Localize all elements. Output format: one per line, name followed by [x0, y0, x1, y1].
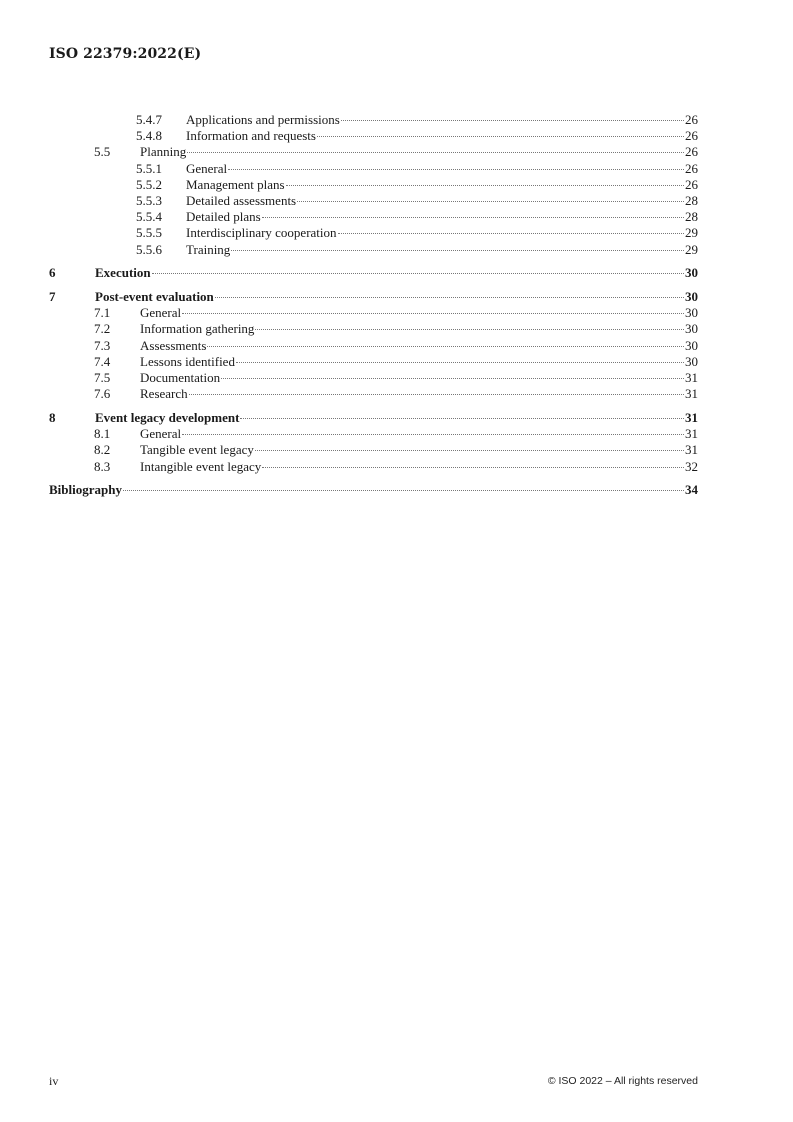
- document-id: ISO 22379:2022(E): [49, 46, 202, 62]
- toc-entry-title: Research: [140, 386, 188, 402]
- toc-entry[interactable]: [49, 225, 698, 241]
- toc-entry[interactable]: [49, 112, 698, 128]
- toc-entry[interactable]: [49, 386, 698, 402]
- dot-leader: [255, 450, 684, 451]
- toc-entry-title: Event legacy development: [95, 409, 240, 425]
- toc-entry-page: 31: [685, 442, 698, 458]
- toc-entry[interactable]: [49, 209, 698, 225]
- dot-leader: [286, 185, 684, 186]
- toc-entry-title: Planning: [140, 144, 187, 160]
- toc-entry-page: 30: [685, 321, 698, 337]
- toc-entry-page: 30: [685, 289, 698, 305]
- dot-leader: [215, 297, 684, 298]
- toc-entry-title: Tangible event legacy: [140, 442, 254, 458]
- page-number: iv: [49, 1074, 59, 1088]
- dot-leader: [255, 329, 684, 330]
- toc-entry[interactable]: [49, 321, 698, 337]
- toc-entry-number: 8: [49, 409, 56, 425]
- toc-entry-number: 8.3: [94, 458, 111, 474]
- toc-entry-page: 31: [685, 426, 698, 442]
- toc-entry-title: Lessons identified: [140, 353, 235, 369]
- toc-entry[interactable]: [49, 144, 698, 160]
- toc-entry-page: 31: [685, 386, 698, 402]
- toc-entry[interactable]: [49, 305, 698, 321]
- toc-entry-page: 28: [685, 209, 698, 225]
- toc-entry-number: 7.6: [94, 386, 111, 402]
- toc-entry[interactable]: [49, 242, 698, 258]
- toc-entry-page: 26: [685, 160, 698, 176]
- toc-entry-page: 32: [685, 458, 698, 474]
- toc-entry-page: 26: [685, 112, 698, 127]
- toc-entry[interactable]: [49, 459, 698, 475]
- dot-leader: [182, 313, 684, 314]
- toc-entry-title: General: [140, 426, 182, 442]
- toc-entry-page: 30: [685, 305, 698, 321]
- toc-entry-title: Intangible event legacy: [140, 458, 262, 474]
- toc-entry-number: 6: [49, 265, 56, 281]
- toc-entry[interactable]: [49, 128, 698, 144]
- toc-entry-title: Documentation: [140, 370, 221, 385]
- toc-entry-page: 31: [685, 409, 698, 425]
- toc-entry-number: 8.1: [94, 426, 111, 442]
- dot-leader: [262, 217, 684, 218]
- toc-entry-page: 31: [685, 370, 698, 385]
- toc-entry-title: Detailed plans: [186, 209, 261, 225]
- toc-entry[interactable]: [49, 354, 698, 370]
- toc-entry[interactable]: [49, 177, 698, 193]
- dot-leader: [123, 490, 684, 491]
- toc-entry-title: Information gathering: [140, 321, 255, 337]
- toc-entry-number: 7.1: [94, 305, 111, 321]
- toc-entry-title: General: [140, 305, 182, 321]
- dot-leader: [228, 169, 684, 170]
- toc-entry-title: Interdisciplinary cooperation: [186, 225, 337, 241]
- toc-entry-title: Detailed assessments: [186, 192, 297, 208]
- toc-entry[interactable]: [49, 426, 698, 442]
- dot-leader: [221, 378, 684, 379]
- toc-entry-number: 5.5.5: [136, 225, 162, 241]
- toc-entry-page: 29: [685, 241, 698, 257]
- toc-entry-number: 5.5.2: [136, 176, 162, 192]
- dot-leader: [182, 434, 684, 435]
- toc-entry-title: Bibliography: [49, 482, 122, 498]
- toc-entry-title: Post-event evaluation: [95, 289, 214, 305]
- dot-leader: [341, 120, 684, 121]
- toc-entry-number: 5.5.4: [136, 209, 162, 225]
- toc-entry[interactable]: [49, 410, 698, 426]
- toc-entry[interactable]: [49, 193, 698, 209]
- table-of-contents: [49, 112, 698, 499]
- toc-entry-number: 5.4.7: [136, 112, 162, 127]
- toc-entry-title: Management plans: [186, 176, 285, 192]
- toc-entry[interactable]: [49, 338, 698, 354]
- toc-entry-number: 5.5.6: [136, 241, 162, 257]
- toc-entry-page: 34: [685, 482, 698, 498]
- dot-leader: [207, 346, 684, 347]
- dot-leader: [262, 467, 684, 468]
- toc-entry-number: 5.5.1: [136, 160, 162, 176]
- toc-entry-title: Training: [186, 241, 231, 257]
- dot-leader: [317, 136, 684, 137]
- toc-entry-number: 7.5: [94, 370, 111, 385]
- dot-leader: [297, 201, 684, 202]
- toc-entry-title: General: [186, 160, 228, 176]
- dot-leader: [189, 394, 684, 395]
- toc-entry-page: 30: [685, 353, 698, 369]
- toc-entry-title: Execution: [95, 265, 151, 281]
- dot-leader: [152, 273, 684, 274]
- toc-entry-page: 26: [685, 176, 698, 192]
- toc-entry[interactable]: [49, 442, 698, 458]
- toc-entry-number: 7.4: [94, 353, 111, 369]
- toc-entry[interactable]: [49, 161, 698, 177]
- toc-entry-number: 5.4.8: [136, 128, 162, 144]
- toc-entry-number: 7.2: [94, 321, 111, 337]
- toc-entry-number: 8.2: [94, 442, 111, 458]
- toc-entry-page: 29: [685, 225, 698, 241]
- toc-entry-title: Information and requests: [186, 128, 316, 144]
- toc-entry-page: 26: [685, 144, 698, 160]
- dot-leader: [338, 233, 684, 234]
- dot-leader: [187, 152, 684, 153]
- toc-entry-number: 7.3: [94, 337, 111, 353]
- toc-entry-number: 5.5.3: [136, 192, 162, 208]
- toc-entry-page: 30: [685, 337, 698, 353]
- toc-entry-number: 5.5: [94, 144, 111, 160]
- toc-entry[interactable]: [49, 482, 698, 498]
- dot-leader: [236, 362, 684, 363]
- toc-entry-number: 7: [49, 289, 56, 305]
- toc-entry-title: Assessments: [140, 337, 207, 353]
- dot-leader: [240, 418, 684, 419]
- toc-entry-page: 28: [685, 192, 698, 208]
- dot-leader: [231, 250, 684, 251]
- toc-entry-page: 26: [685, 128, 698, 144]
- toc-entry[interactable]: [49, 370, 698, 386]
- copyright-notice: © ISO 2022 – All rights reserved: [547, 1075, 698, 1087]
- toc-entry[interactable]: [49, 265, 698, 281]
- toc-entry[interactable]: [49, 289, 698, 305]
- toc-entry-page: 30: [685, 265, 698, 281]
- toc-entry-title: Applications and permissions: [186, 112, 340, 127]
